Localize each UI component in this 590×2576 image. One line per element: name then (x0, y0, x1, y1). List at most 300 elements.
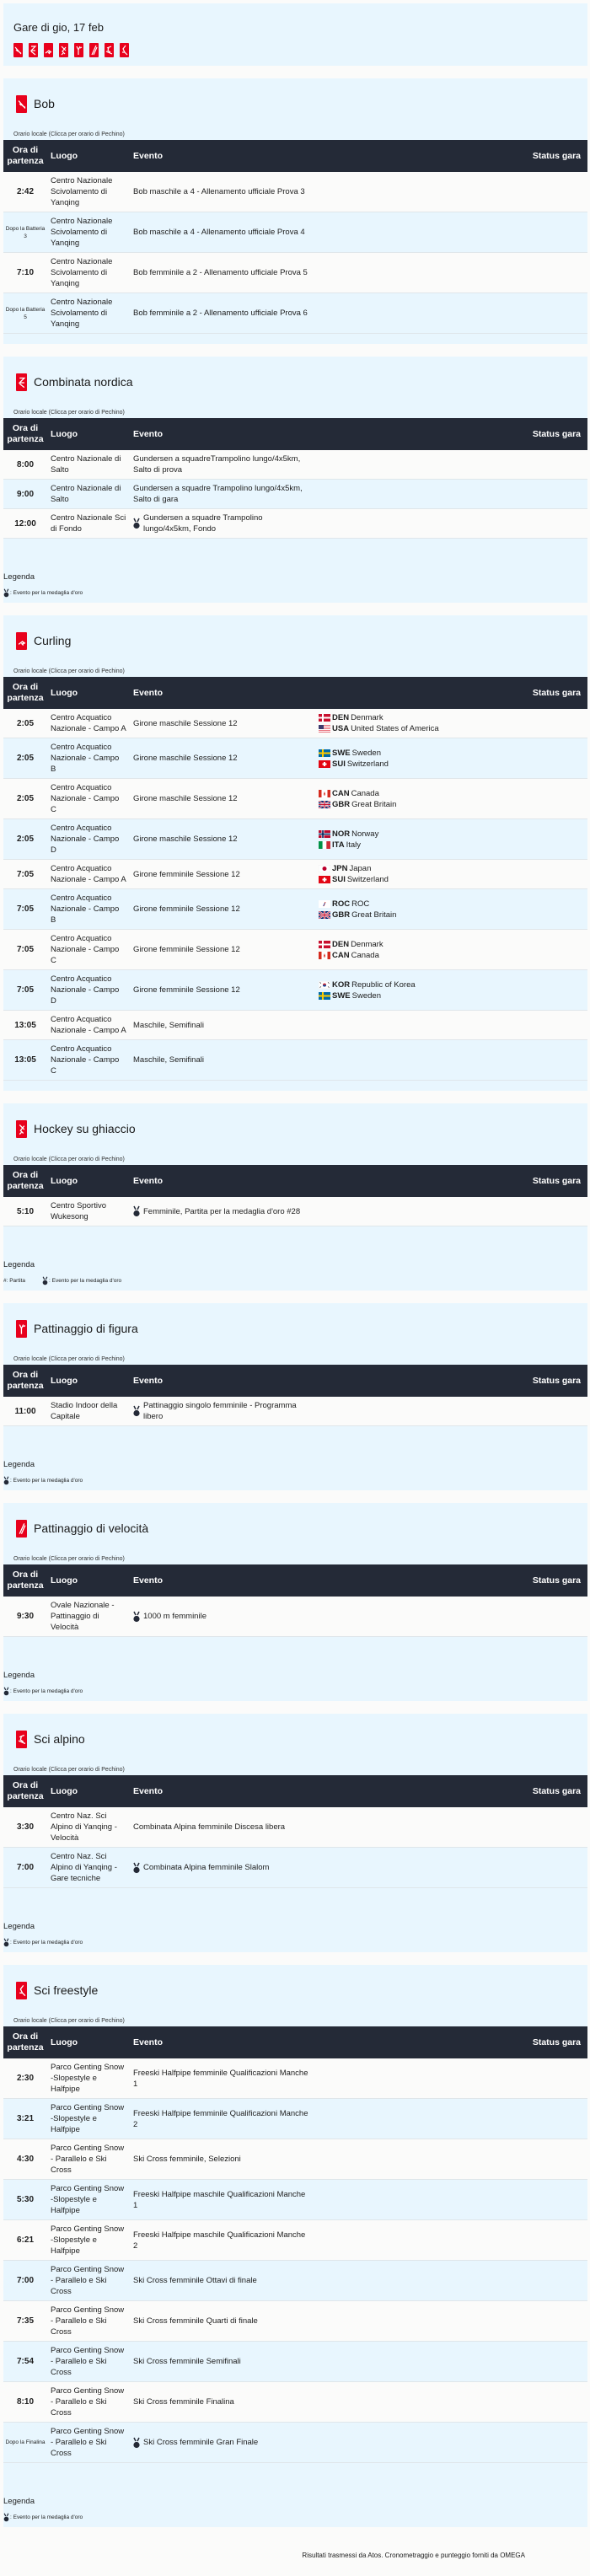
flag-gbr-icon (319, 911, 330, 919)
venue: Centro Acquatico Nazionale - Campo C (51, 934, 120, 965)
column-header-status: Status gara (532, 150, 581, 161)
event-cell (130, 2058, 315, 2099)
race-status (433, 930, 587, 970)
event-name-link[interactable]: Girone maschile Sessione 12 (133, 754, 238, 763)
table-row[interactable] (3, 709, 587, 738)
sport-title: Hockey su ghiaccio (34, 1122, 136, 1135)
event-name-link[interactable]: Femminile, Partita per la medaglia d'oro #28 (143, 1206, 301, 1216)
flag-jpn-icon (319, 865, 330, 872)
event-name-link[interactable]: Freeski Halfpipe maschile Qualificazioni Manche 2 (133, 2230, 306, 2251)
nordic-combined-icon[interactable] (29, 43, 38, 57)
event-name-link[interactable]: Ski Cross femminile Ottavi di finale (133, 2276, 257, 2285)
event-cell (130, 1597, 315, 1637)
event-name-link[interactable]: Ski Cross femminile Semifinali (133, 2357, 241, 2366)
event-name-link[interactable]: Freeski Halfpipe maschile Qualificazioni Manche 1 (133, 2189, 306, 2210)
table-row[interactable] (3, 1011, 587, 1040)
ice-hockey-icon[interactable] (59, 43, 68, 57)
table-row[interactable] (3, 450, 587, 480)
legend-item-medal (3, 588, 83, 598)
team-name: Denmark (351, 713, 384, 722)
table-row[interactable] (3, 253, 587, 293)
column-header-status: Status gara (532, 1175, 581, 1186)
sport-title: Combinata nordica (34, 375, 133, 389)
team-code: KOR (332, 979, 351, 990)
column-header-venue: Luogo (51, 428, 78, 439)
figure-skating-icon[interactable] (74, 43, 83, 57)
event-wrap (133, 453, 312, 475)
legend-title: Legenda (3, 2497, 35, 2506)
start-time: 13:05 (14, 1020, 36, 1030)
flag-den-icon (319, 714, 330, 722)
legend-item-medal (3, 1687, 83, 1696)
start-time: Dopo la Batteria 3 (5, 225, 46, 239)
event-name-link[interactable]: Girone maschile Sessione 12 (133, 794, 238, 803)
event-cell (130, 1807, 315, 1848)
gold-medal-icon (133, 1405, 140, 1417)
team-code: CAN (332, 788, 350, 798)
column-header-event: Evento (133, 1175, 164, 1186)
table-row[interactable] (3, 2058, 587, 2099)
race-status (433, 860, 587, 889)
team-name: Canada (351, 950, 379, 960)
event-name-link[interactable]: Combinata Alpina femminile Discesa libera (133, 1822, 286, 1832)
start-time: Dopo la Batteria 5 (5, 306, 46, 320)
team-jpn (319, 863, 430, 874)
sport-card-alpine-skiing (3, 1714, 587, 1952)
event-name-link[interactable]: Ski Cross femminile Finalina (133, 2397, 234, 2407)
column-header-venue: Luogo (51, 2037, 78, 2047)
start-time: 7:35 (16, 2316, 34, 2326)
local-time-toggle-link[interactable]: Orario locale (Clicca per orario di Pechino) (13, 131, 125, 137)
team-code: DEN (332, 713, 350, 722)
team-code: GBR (332, 910, 351, 920)
team-can (319, 950, 430, 961)
venue: Parco Genting Snow -Slopestyle e Halfpipe (51, 2103, 125, 2134)
event-cell (130, 860, 315, 889)
race-status (315, 253, 587, 293)
bobsleigh-icon[interactable] (16, 95, 27, 113)
column-header-status: Status gara (532, 1575, 581, 1586)
event-cell (130, 2220, 315, 2261)
local-time-toggle-link[interactable]: Orario locale (Clicca per orario di Pechino) (13, 1556, 125, 1562)
sport-title: Pattinaggio di velocità (34, 1521, 149, 1535)
schedule-table (3, 1365, 587, 1426)
column-header-event: Evento (133, 687, 164, 698)
race-status (315, 1397, 587, 1426)
event-name-link[interactable]: Pattinaggio singolo femminile - Programma libero (143, 1401, 297, 1421)
flag-den-icon (319, 941, 330, 948)
table-row[interactable] (3, 2099, 587, 2139)
sport-title: Bob (34, 97, 55, 110)
flag-kor-icon (319, 981, 330, 989)
speed-skating-icon[interactable] (89, 43, 99, 57)
column-header-time: Ora di partenza (7, 2031, 44, 2053)
venue: Centro Acquatico Nazionale - Campo A (51, 713, 126, 733)
legend-medal-label: : Evento per la medaglia d'oro (10, 1478, 83, 1484)
alpine-skiing-icon[interactable] (105, 43, 114, 57)
team-name: Italy (346, 840, 362, 850)
event-name-link[interactable]: Girone maschile Sessione 12 (133, 718, 238, 728)
freestyle-skiing-icon[interactable] (120, 43, 129, 57)
column-header-time: Ora di partenza (7, 1170, 44, 1191)
legend-title: Legenda (3, 1922, 35, 1931)
legend (3, 1888, 587, 1952)
team-name: Switzerland (346, 875, 389, 884)
event-wrap (133, 1862, 312, 1874)
table-row[interactable] (3, 293, 587, 334)
table-row[interactable] (3, 819, 587, 860)
gold-medal-icon (3, 588, 9, 598)
flag-gbr-icon (319, 801, 330, 808)
sport-header (3, 625, 587, 656)
table-row[interactable] (3, 480, 587, 509)
table-row[interactable] (3, 1197, 587, 1226)
column-header-teams (315, 677, 433, 709)
start-time: 2:42 (16, 187, 34, 196)
team-code: GBR (332, 799, 351, 809)
venue: Centro Acquatico Nazionale - Campo A (51, 1015, 126, 1035)
local-time-toggle-link[interactable]: Orario locale (Clicca per orario di Pechino) (13, 2018, 125, 2024)
legend (3, 1426, 587, 1490)
event-name-link[interactable]: Girone femminile Sessione 12 (133, 945, 240, 954)
gold-medal-icon (42, 1276, 48, 1285)
team-name: Canada (351, 788, 379, 798)
column-header-time: Ora di partenza (7, 145, 44, 166)
venue: Centro Nazionale di Salto (51, 484, 121, 504)
schedule-table (3, 1165, 587, 1226)
gold-medal-icon (3, 2513, 9, 2522)
sport-title: Sci alpino (34, 1732, 85, 1746)
race-status (433, 709, 587, 738)
race-status (433, 970, 587, 1011)
table-row[interactable] (3, 860, 587, 889)
event-wrap (133, 2108, 312, 2130)
event-name-link[interactable]: Maschile, Semifinali (133, 1020, 204, 1030)
ice-hockey-icon[interactable] (16, 1120, 27, 1138)
gold-medal-icon (133, 1862, 140, 1874)
flag-swe-icon (319, 992, 330, 1000)
teams-cell (315, 970, 433, 1011)
table-row[interactable] (3, 779, 587, 819)
team-name: Sweden (351, 990, 381, 1001)
event-name-link[interactable]: Gundersen a squadre Trampolino lungo/4x5km, Fondo (143, 513, 263, 534)
teams-list (319, 939, 430, 961)
footer-credits: Risultati trasmessi da Atos. Cronometraggio e punteggio forniti da OMEGA (302, 2552, 525, 2559)
start-time: 4:30 (16, 2155, 34, 2164)
venue: Parco Genting Snow - Parallelo e Ski Cross (51, 2427, 125, 2458)
teams-list (319, 748, 430, 770)
start-time: 3:21 (16, 2114, 34, 2123)
event-wrap (133, 2356, 312, 2367)
legend-medal-label: : Evento per la medaglia d'oro (10, 1688, 83, 1694)
team-name: Republic of Korea (351, 979, 416, 990)
event-wrap (133, 513, 312, 534)
venue: Centro Acquatico Nazionale - Campo B (51, 894, 120, 925)
speed-skating-icon[interactable] (16, 1520, 27, 1538)
event-name-link[interactable]: Gundersen a squadreTrampolino lungo/4x5km, Salto di prova (133, 454, 301, 475)
local-time-toggle-link[interactable]: Orario locale (Clicca per orario di Pechino) (13, 1767, 125, 1773)
alpine-skiing-icon[interactable] (16, 1731, 27, 1748)
start-time: 2:05 (16, 718, 34, 728)
gold-medal-icon (133, 518, 140, 529)
event-cell (130, 1197, 315, 1226)
event-name-link[interactable]: Gundersen a squadre Trampolino lungo/4x5km, Salto di gara (133, 484, 303, 504)
sport-card-bobsleigh (3, 78, 587, 344)
table-bottom-spacer (3, 1081, 587, 1091)
event-wrap (133, 2396, 312, 2407)
gold-medal-icon (133, 2437, 140, 2449)
curling-icon[interactable] (44, 43, 53, 57)
race-status (315, 450, 587, 480)
legend (3, 1637, 587, 1701)
venue: Centro Acquatico Nazionale - Campo D (51, 974, 120, 1006)
team-kor (319, 979, 430, 990)
legend-title: Legenda (3, 1671, 35, 1680)
start-time: 7:10 (16, 268, 34, 277)
freestyle-skiing-icon[interactable] (16, 1982, 27, 1999)
nordic-combined-icon[interactable] (16, 373, 27, 391)
local-time-toggle-link[interactable]: Orario locale (Clicca per orario di Pechino) (13, 668, 125, 674)
gold-medal-icon (133, 1205, 140, 1217)
event-wrap (133, 2437, 312, 2449)
team-code: USA (332, 724, 350, 733)
race-status (315, 2342, 587, 2382)
sport-header (3, 367, 587, 397)
flag-can-icon (319, 952, 330, 959)
race-status (315, 1197, 587, 1226)
table-row[interactable] (3, 2180, 587, 2220)
event-cell (130, 212, 315, 253)
event-name-link[interactable]: Ski Cross femminile Quarti di finale (133, 2316, 258, 2326)
start-time: 12:00 (14, 518, 36, 529)
table-row[interactable] (3, 172, 587, 212)
start-time: 7:05 (16, 869, 34, 879)
sport-header (3, 1114, 587, 1144)
event-cell (130, 2382, 315, 2423)
team-code: DEN (332, 939, 350, 949)
team-code: SUI (332, 875, 346, 884)
event-cell (130, 2423, 315, 2463)
table-row[interactable] (3, 2382, 587, 2423)
legend (3, 1226, 587, 1291)
event-name-link[interactable]: Freeski Halfpipe femminile Qualificazioni Manche 2 (133, 2108, 308, 2129)
column-header-time: Ora di partenza (7, 1570, 44, 1591)
team-code: ROC (332, 899, 351, 909)
event-name-link[interactable]: 1000 m femminile (143, 1612, 206, 1621)
legend-title: Legenda (3, 572, 35, 582)
team-can (319, 788, 430, 799)
local-time-toggle-link[interactable]: Orario locale (Clicca per orario di Pechino) (13, 1157, 125, 1162)
event-name-link[interactable]: Bob femminile a 2 - Allenamento ufficiale Prova 5 (133, 268, 308, 277)
venue: Parco Genting Snow -Slopestyle e Halfpipe (51, 2184, 125, 2215)
venue: Parco Genting Snow - Parallelo e Ski Cross (51, 2265, 125, 2296)
table-header-row (3, 140, 587, 172)
sport-header (3, 1313, 587, 1344)
teams-list (319, 979, 430, 1001)
table-row[interactable] (3, 1397, 587, 1426)
table-row[interactable] (3, 970, 587, 1011)
venue: Centro Sportivo Wukesong (51, 1201, 107, 1221)
flag-sui-icon (319, 876, 330, 883)
start-time: 9:00 (16, 489, 34, 499)
gold-medal-icon (3, 1938, 9, 1947)
bobsleigh-icon[interactable] (13, 43, 23, 57)
event-name-link[interactable]: Girone femminile Sessione 12 (133, 869, 240, 879)
table-header-row (3, 677, 587, 709)
event-name-link[interactable]: Girone maschile Sessione 12 (133, 835, 238, 844)
table-row[interactable] (3, 1848, 587, 1888)
schedule-page (3, 3, 587, 2576)
event-cell (130, 930, 315, 970)
table-row[interactable] (3, 889, 587, 930)
start-time: 7:54 (16, 2357, 34, 2366)
race-status (315, 2423, 587, 2463)
teams-list (319, 829, 430, 851)
race-status (315, 2058, 587, 2099)
column-header-event: Evento (133, 2037, 164, 2047)
event-name-link[interactable]: Bob maschile a 4 - Allenamento ufficiale Prova 3 (133, 187, 305, 196)
gold-medal-icon (3, 1476, 9, 1485)
schedule-table (3, 140, 587, 334)
local-time-toggle-link[interactable]: Orario locale (Clicca per orario di Pechino) (13, 410, 125, 416)
table-row[interactable] (3, 212, 587, 253)
legend-items (3, 1687, 587, 1696)
sport-card-speed-skating (3, 1503, 587, 1701)
team-nor (319, 829, 430, 840)
team-swe (319, 748, 430, 759)
column-header-venue: Luogo (51, 1375, 78, 1386)
race-status (315, 480, 587, 509)
table-row[interactable] (3, 2261, 587, 2301)
day-header-card (3, 3, 587, 66)
figure-skating-icon[interactable] (16, 1320, 27, 1338)
event-wrap (133, 483, 312, 505)
event-cell (130, 970, 315, 1011)
schedule-table (3, 2026, 587, 2463)
event-name-link[interactable]: Combinata Alpina femminile Slalom (143, 1863, 270, 1872)
teams-cell (315, 709, 439, 738)
sport-card-nordic-combined (3, 357, 587, 603)
venue: Parco Genting Snow -Slopestyle e Halfpipe (51, 2224, 125, 2256)
team-sui (319, 759, 430, 770)
table-row[interactable] (3, 1040, 587, 1081)
start-time: 5:30 (16, 2195, 34, 2204)
team-name: Switzerland (346, 759, 389, 769)
team-gbr (319, 910, 430, 920)
legend-item-medal (3, 1938, 83, 1947)
table-row[interactable] (3, 2342, 587, 2382)
event-cell (130, 2099, 315, 2139)
event-wrap (133, 753, 312, 764)
team-code: SWE (332, 748, 351, 758)
venue: Centro Nazionale Scivolamento di Yanqing (51, 257, 113, 288)
race-status (315, 509, 587, 539)
event-name-link[interactable]: Bob femminile a 2 - Allenamento ufficiale Prova 6 (133, 309, 308, 318)
table-row[interactable] (3, 1807, 587, 1848)
event-cell (130, 2139, 315, 2180)
legend-match-label: #: Partita (3, 1278, 26, 1284)
team-code: NOR (332, 829, 351, 839)
event-wrap (133, 2275, 312, 2286)
event-name-link[interactable]: Ski Cross femminile Gran Finale (143, 2438, 259, 2447)
event-name-link[interactable]: Freeski Halfpipe femminile Qualificazioni Manche 1 (133, 2068, 308, 2089)
event-wrap (133, 985, 312, 996)
table-header-row (3, 2026, 587, 2058)
venue: Centro Acquatico Nazionale - Campo C (51, 783, 120, 814)
legend (3, 539, 587, 603)
table-row[interactable] (3, 2301, 587, 2342)
legend-items (3, 1938, 587, 1947)
event-name-link[interactable]: Girone femminile Sessione 12 (133, 985, 240, 995)
venue: Centro Acquatico Nazionale - Campo C (51, 1044, 120, 1076)
legend-items (3, 1276, 587, 1285)
table-row[interactable] (3, 509, 587, 539)
event-name-link[interactable]: Ski Cross femminile, Selezioni (133, 2155, 241, 2164)
legend-title: Legenda (3, 1260, 35, 1269)
venue: Stadio Indoor della Capitale (51, 1401, 118, 1421)
sport-header (3, 1975, 587, 2005)
flag-usa-icon (319, 725, 330, 733)
event-cell (130, 2180, 315, 2220)
race-status (315, 293, 587, 334)
event-name-link[interactable]: Bob maschile a 4 - Allenamento ufficiale Prova 4 (133, 228, 305, 237)
column-header-status: Status gara (532, 1785, 581, 1796)
event-wrap (133, 186, 312, 197)
table-header-row (3, 1365, 587, 1397)
column-header-event: Evento (133, 150, 164, 161)
venue: Centro Nazionale di Salto (51, 454, 121, 475)
venue: Centro Nazionale Scivolamento di Yanqing (51, 176, 113, 207)
team-name: United States of America (351, 724, 439, 733)
legend-item-medal (3, 2513, 83, 2522)
table-row[interactable] (3, 2139, 587, 2180)
start-time: 5:10 (16, 1206, 34, 1216)
event-wrap (133, 1400, 312, 1422)
table-row[interactable] (3, 930, 587, 970)
column-header-status: Status gara (532, 2037, 581, 2047)
column-header-venue: Luogo (51, 1175, 78, 1186)
table-row[interactable] (3, 738, 587, 779)
venue: Parco Genting Snow - Parallelo e Ski Cross (51, 2144, 125, 2175)
teams-cell (315, 889, 433, 930)
event-cell (130, 1011, 315, 1040)
curling-icon[interactable] (16, 632, 27, 650)
column-header-time: Ora di partenza (7, 423, 44, 444)
teams-cell (315, 860, 433, 889)
table-row[interactable] (3, 1597, 587, 1637)
event-cell (130, 2301, 315, 2342)
teams-list (319, 863, 430, 885)
legend-items (3, 1476, 587, 1485)
local-time-toggle-link[interactable]: Orario locale (Clicca per orario di Pechino) (13, 1356, 125, 1362)
race-status (315, 212, 587, 253)
sport-title: Pattinaggio di figura (34, 1322, 138, 1335)
venue: Parco Genting Snow -Slopestyle e Halfpipe (51, 2063, 125, 2094)
event-wrap (133, 1055, 312, 1065)
start-time: 7:00 (16, 2276, 34, 2285)
event-name-link[interactable]: Girone femminile Sessione 12 (133, 904, 240, 914)
column-header-time: Ora di partenza (7, 1370, 44, 1391)
event-cell (130, 253, 315, 293)
table-row[interactable] (3, 2423, 587, 2463)
table-row[interactable] (3, 2220, 587, 2261)
column-header-event: Evento (133, 1785, 164, 1796)
event-name-link[interactable]: Maschile, Semifinali (133, 1055, 204, 1065)
team-name: Japan (349, 864, 372, 873)
legend-medal-label: : Evento per la medaglia d'oro (49, 1278, 122, 1284)
legend-item-medal (3, 1476, 83, 1485)
legend-medal-label: : Evento per la medaglia d'oro (10, 2514, 83, 2520)
